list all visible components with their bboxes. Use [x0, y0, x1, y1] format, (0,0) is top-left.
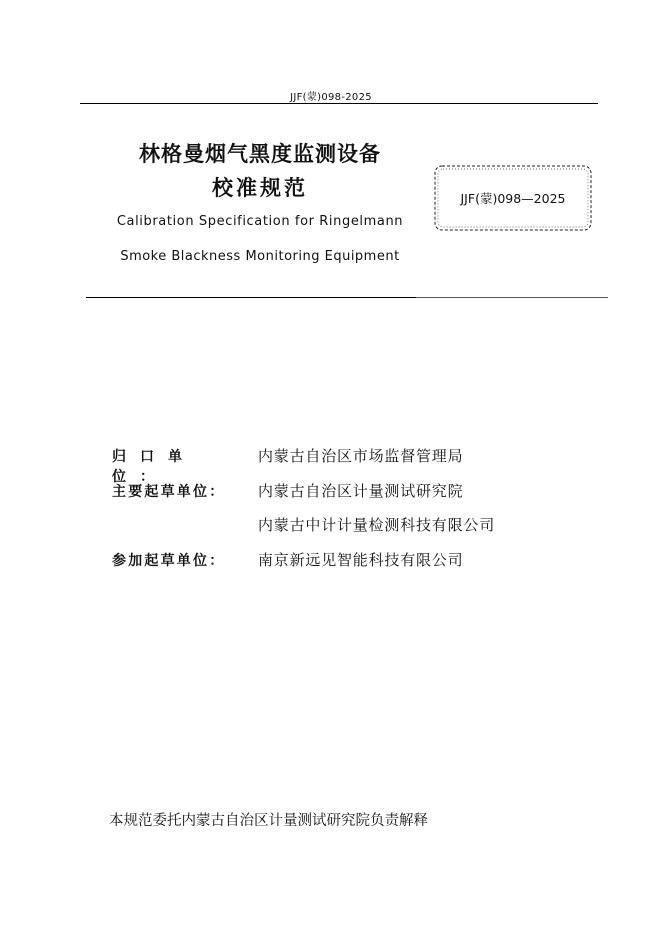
header-code: JJF(蒙)098-2025	[290, 92, 372, 103]
participating-unit-value: 南京新远见智能科技有限公司	[258, 551, 464, 569]
code-box-text: JJF(蒙)098—2025	[460, 191, 566, 206]
specification-code-box	[433, 164, 593, 232]
title-english-line-2: Smoke Blackness Monitoring Equipment	[120, 249, 400, 264]
header-rule	[80, 103, 598, 104]
participating-unit-label: 参加起草单位：	[112, 553, 226, 569]
title-chinese-line-2: 校准规范	[212, 176, 308, 200]
title-english-line-1: Calibration Specification for Ringelmann	[116, 214, 404, 229]
main-drafting-unit-value-2: 内蒙古中计计量检测科技有限公司	[258, 516, 496, 534]
main-rule	[86, 297, 416, 298]
interpretation-note: 本规范委托内蒙古自治区计量测试研究院负责解释	[109, 813, 428, 829]
responsible-unit-label: 归口单位：	[112, 449, 196, 485]
main-drafting-unit-label: 主要起草单位：	[112, 484, 226, 500]
main-drafting-unit-value-1: 内蒙古自治区计量测试研究院	[258, 482, 464, 500]
title-chinese-line-1: 林格曼烟气黑度监测设备	[139, 142, 381, 166]
main-rule-extension	[416, 297, 608, 298]
responsible-unit-value: 内蒙古自治区市场监督管理局	[258, 447, 464, 465]
